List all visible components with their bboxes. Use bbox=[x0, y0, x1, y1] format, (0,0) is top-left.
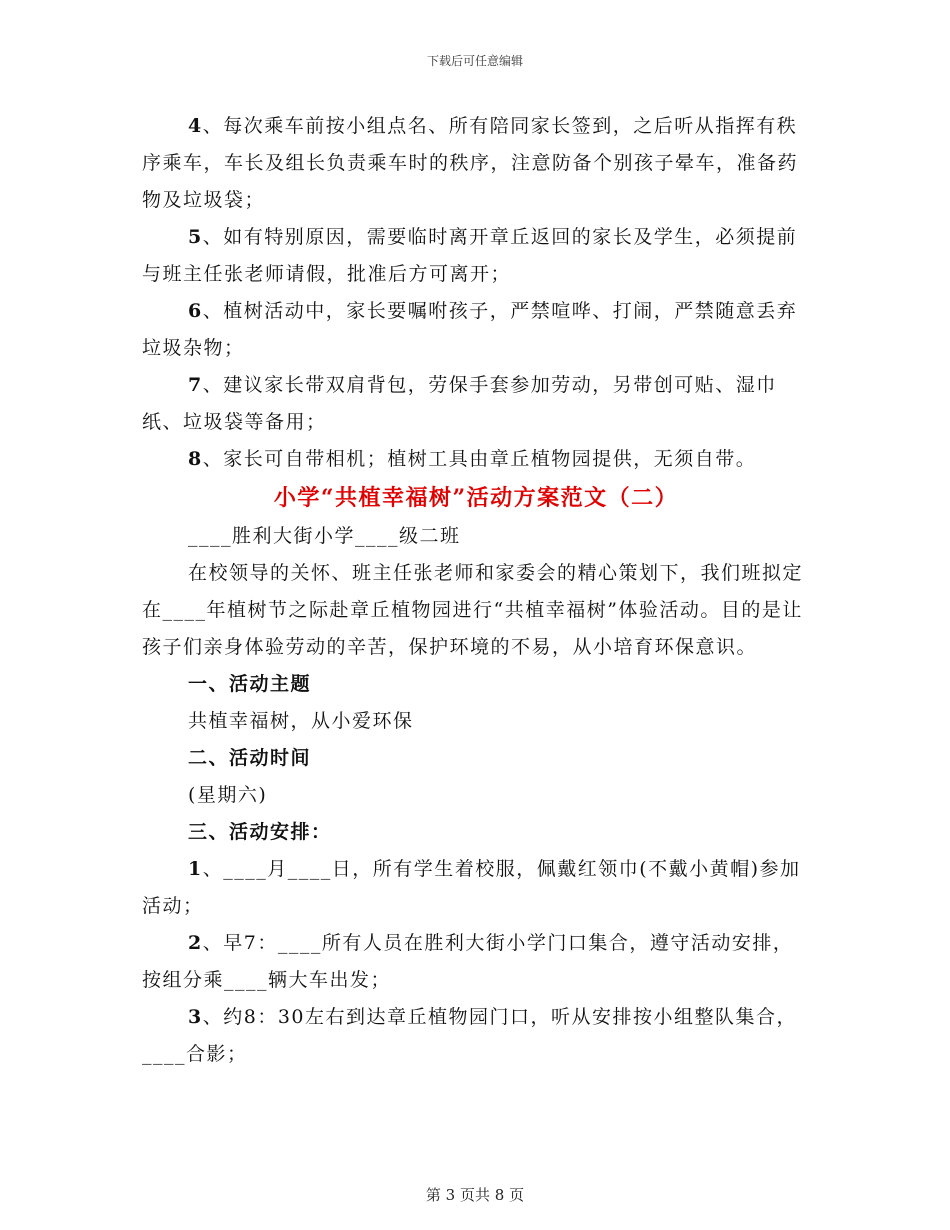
rule-text: 、每次乘车前按小组点名、所有陪同家长签到，之后听从指挥有秩序乘车，车长及组长负责乘车时的秩序，注意防备个别孩子晕车，准备药物及垃圾袋； bbox=[142, 115, 799, 211]
theme-text: 共植幸福树，从小爱环保 bbox=[188, 710, 414, 732]
theme-heading: 一、活动主题 bbox=[188, 673, 312, 695]
class-line: ____胜利大街小学____级二班 bbox=[188, 525, 461, 547]
rule-number: 6 bbox=[188, 300, 203, 322]
rule-number: 8 bbox=[188, 448, 203, 470]
rule-item-4 bbox=[142, 108, 810, 219]
rule-text: 、家长可自带相机；植树工具由章丘植物园提供，无须自带。 bbox=[202, 448, 757, 470]
rule-item-6 bbox=[142, 293, 810, 367]
rule-number: 4 bbox=[188, 115, 203, 137]
rule-number: 7 bbox=[188, 374, 203, 396]
rule-text: 、如有特别原因，需要临时离开章丘返回的家长及学生，必须提前与班主任张老师请假，批准后方可离开； bbox=[142, 226, 798, 285]
intro-paragraph: 在校领导的关怀、班主任张老师和家委会的精心策划下，我们班拟定在____年植树节之际赴章丘植物园进行“共植幸福树”体验活动。目的是让孩子们亲身体验劳动的辛苦，保护环境的不易，从小培育环保意识。 bbox=[142, 562, 804, 658]
arrangement-item-2 bbox=[142, 925, 810, 999]
arrangement-number: 2 bbox=[188, 932, 203, 954]
page-header: 下载后可任意编辑 bbox=[426, 54, 523, 68]
rule-number: 5 bbox=[188, 226, 203, 248]
arrangement-item-3 bbox=[142, 999, 810, 1073]
document-body bbox=[142, 108, 810, 1073]
arrangement-number: 1 bbox=[188, 858, 203, 880]
rule-item-5 bbox=[142, 219, 810, 293]
arrangement-text: 、____月____日，所有学生着校服，佩戴红领巾(不戴小黄帽)参加活动； bbox=[142, 858, 801, 917]
arrangement-text: 、约8：30左右到达章丘植物园门口，听从安排按小组整队集合，____合影； bbox=[142, 1006, 798, 1065]
rule-item-7 bbox=[142, 367, 810, 441]
rule-text: 、植树活动中，家长要嘱咐孩子，严禁喧哗、打闹，严禁随意丢弃垃圾杂物； bbox=[142, 300, 798, 359]
arrangement-number: 3 bbox=[188, 1006, 203, 1028]
page-footer: 第 3 页共 8 页 bbox=[425, 1186, 525, 1204]
time-text: (星期六) bbox=[188, 784, 268, 806]
arrangement-item-1 bbox=[142, 851, 810, 925]
rule-text: 、建议家长带双肩背包，劳保手套参加劳动，另带创可贴、湿巾纸、垃圾袋等备用； bbox=[142, 374, 777, 433]
rule-item-8 bbox=[142, 441, 810, 478]
section-title: 小学“共植幸福树”活动方案范文（二） bbox=[273, 485, 679, 511]
arrangement-text: 、早7：____所有人员在胜利大街小学门口集合，遵守活动安排，按组分乘____辆大车出发； bbox=[142, 932, 794, 991]
time-heading: 二、活动时间 bbox=[188, 747, 312, 769]
arrangement-heading: 三、活动安排： bbox=[188, 821, 332, 843]
